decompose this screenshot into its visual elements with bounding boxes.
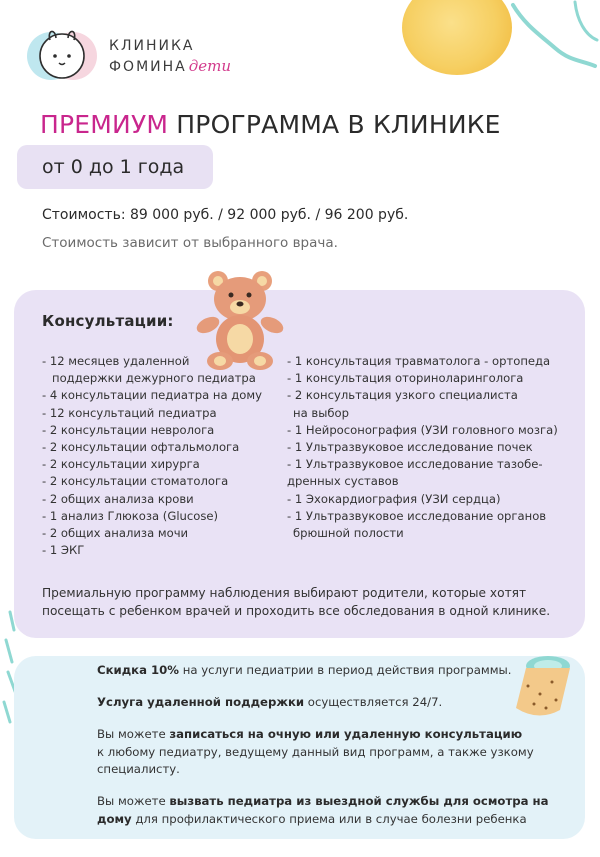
sun-decoration xyxy=(402,0,512,75)
logo-line2: ФОМИНА xyxy=(109,59,187,75)
list-item: - 4 консультации педиатра на дому xyxy=(42,388,262,403)
discount-rest: на услуги педиатрии в период действия программы. xyxy=(179,663,512,677)
cost-label: Стоимость: xyxy=(42,207,126,223)
list-item: - 1 Ультразвуковое исследование органов xyxy=(287,508,547,523)
list-item: - 2 консультации хирурга xyxy=(42,457,200,472)
list-item: - 1 консультация травматолога - ортопеда xyxy=(287,354,551,368)
list-item: брюшной полости xyxy=(293,525,404,540)
cost-value: 89 000 руб. / 92 000 руб. / 96 200 руб. xyxy=(125,207,409,223)
list-item: - 2 общих анализа мочи xyxy=(42,525,189,540)
call-pre: Вы можете xyxy=(97,794,170,808)
book-bold: записаться на очную или удаленную консультацию xyxy=(169,727,523,741)
list-item: - 12 консультаций педиатра xyxy=(42,405,217,420)
book-line2: к любому педиатру, ведущему данный вид программ, а также узкому xyxy=(97,744,534,759)
clinic-logo[interactable] xyxy=(25,22,240,82)
logo-wordmark xyxy=(109,36,231,77)
list-item: - 1 ЭКГ xyxy=(42,543,85,558)
remote-support-info xyxy=(97,694,442,712)
list-item: - 1 анализ Глюкоза (Glucose) xyxy=(42,508,219,523)
list-item: - 1 Ультразвуковое исследование тазобе- xyxy=(287,457,543,472)
title-rest: ПРОГРАММА В КЛИНИКЕ xyxy=(168,110,501,139)
list-item: дренных суставов xyxy=(287,474,399,489)
brush-stroke-decoration xyxy=(505,0,600,70)
list-item: - 2 общих анализа крови xyxy=(42,491,194,506)
premium-note-line2: посещать с ребенком врачей и проходить все обследования в одной клинике. xyxy=(42,604,551,618)
booking-info xyxy=(97,726,534,779)
list-item: - 1 консультация оториноларинголога xyxy=(287,371,524,386)
list-item: - 2 консультации стоматолога xyxy=(42,474,229,489)
program-cost xyxy=(42,207,408,223)
list-item: - 1 Ультразвуковое исследование почек xyxy=(287,439,533,454)
remote-rest: осуществляется 24/7. xyxy=(304,695,443,709)
consultations-list-right xyxy=(287,353,558,542)
premium-note-line1: Премиальную программу наблюдения выбирают родители, которые хотят xyxy=(42,586,527,600)
book-pre: Вы можете xyxy=(97,727,170,741)
cost-note: Стоимость зависит от выбранного врача. xyxy=(42,235,338,251)
discount-bold: Скидка 10% xyxy=(97,663,180,677)
list-item: поддержки дежурного педиатра xyxy=(52,371,256,386)
list-item: на выбор xyxy=(293,405,349,420)
list-item: - 2 консультации офтальмолога xyxy=(42,439,240,454)
call-bold2: дому xyxy=(97,811,132,826)
page-title xyxy=(40,110,501,139)
remote-bold: Услуга удаленной поддержки xyxy=(97,695,305,709)
logo-deti: дети xyxy=(188,57,232,75)
consultations-list-left xyxy=(42,353,262,559)
premium-note xyxy=(42,584,562,620)
list-item: - 1 Эхокардиография (УЗИ сердца) xyxy=(287,491,501,506)
list-item: - 1 Нейросонография (УЗИ головного мозга) xyxy=(287,422,558,437)
book-line3: специалисту. xyxy=(97,762,180,776)
call-bold: вызвать педиатра из выездной службы для осмотра на xyxy=(169,794,549,808)
discount-info xyxy=(97,662,511,680)
home-visit-info xyxy=(97,793,549,828)
consultations-title: Консультации: xyxy=(42,312,174,330)
list-item: - 2 консультация узкого специалиста xyxy=(287,388,518,403)
list-item: - 2 консультации невролога xyxy=(42,422,215,437)
age-range: от 0 до 1 года xyxy=(42,156,185,178)
call-rest: для профилактического приема или в случае болезни ребенка xyxy=(131,811,527,826)
title-accent: ПРЕМИУМ xyxy=(40,110,169,139)
logo-line1: КЛИНИКА xyxy=(109,38,195,54)
logo-bunny-icon xyxy=(25,26,99,82)
list-item: - 12 месяцев удаленной xyxy=(42,354,190,368)
